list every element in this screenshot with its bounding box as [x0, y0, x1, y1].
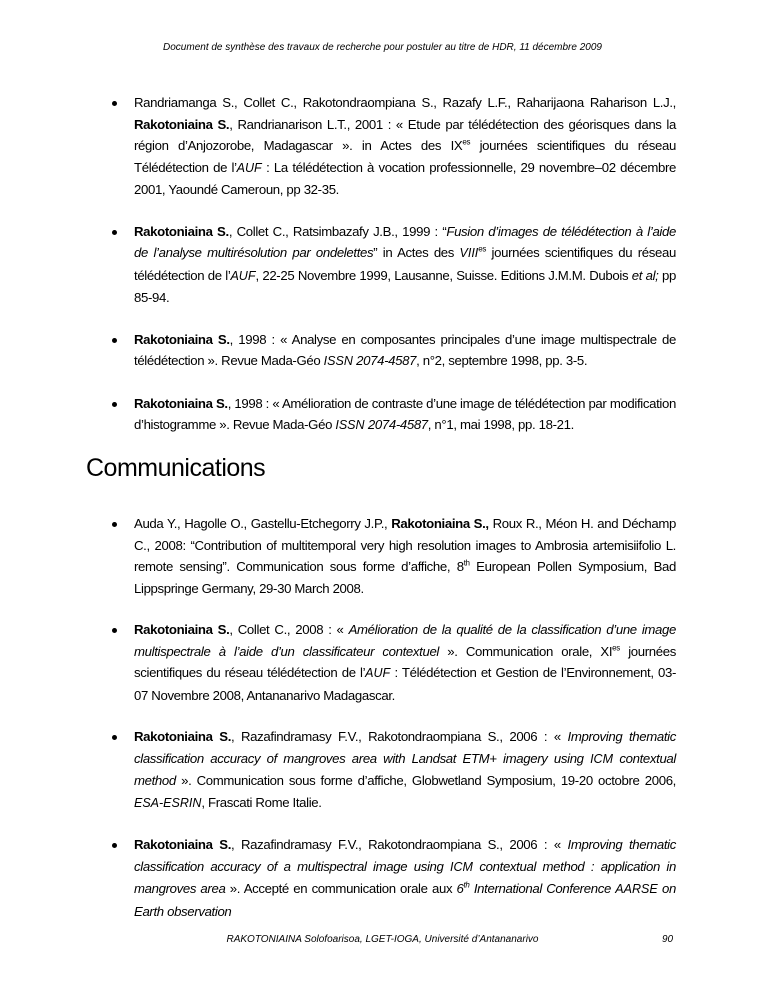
text-segment: ». Communication sous forme d’affiche, Globwetland Symposium, 19-20 octobre 2006,	[175, 773, 676, 788]
reference-text	[134, 396, 676, 433]
text-segment: es	[612, 643, 620, 653]
text-segment: Randriamanga S., Collet C., Rakotondraompiana S., Razafy L.F., Raharijaona Raharison L.J.,	[134, 95, 676, 110]
text-segment: , n°2, septembre 1998, pp. 3-5.	[416, 353, 588, 368]
text-segment: ». Accepté en communication orale aux	[225, 881, 457, 896]
list-item	[134, 726, 676, 814]
text-segment: , Frascati Rome Italie.	[201, 794, 322, 810]
text-segment: Auda Y., Hagolle O., Gastellu-Etchegorry J.P.,	[134, 516, 392, 531]
reference-text	[134, 332, 676, 369]
list-item	[134, 513, 676, 599]
page-number: 90	[662, 934, 674, 945]
text-segment: , n°1, mai 1998, pp. 18-21.	[427, 417, 574, 432]
text-segment: AARSE	[615, 882, 658, 896]
text-segment: et al;	[631, 267, 659, 283]
text-segment: , Razafindramasy F.V., Rakotondraompiana S., 2006 : «	[231, 729, 568, 744]
author-name: Rakotoniaina S.	[134, 837, 232, 852]
text-segment: contextual method	[134, 750, 676, 788]
text-segment: 6	[456, 881, 464, 896]
text-segment: Improving thematic classification accuracy of a multispectral image using	[134, 837, 676, 874]
text-segment: Fusion d’images de télédétection à l’aide de l’analyse multirésolution par ondelettes	[134, 223, 676, 260]
text-segment: pp 85-94.	[134, 267, 676, 305]
text-segment: ICM	[590, 751, 613, 766]
publication-list	[134, 92, 676, 457]
text-segment: 2074-4587	[364, 417, 428, 432]
list-item	[134, 329, 676, 373]
text-segment: Amélioration de la qualité de la classification d’une image multispectrale à l’aide d’un classificateur contextuel	[134, 622, 676, 659]
text-segment: es	[462, 137, 471, 147]
list-item	[134, 393, 676, 437]
reference-text	[134, 729, 676, 810]
text-segment: , Razafindramasy F.V., Rakotondraompiana S., 2006 : «	[231, 837, 568, 852]
author-name: Rakotoniaina S.	[134, 331, 230, 347]
text-segment: VIII	[459, 246, 479, 260]
bullet-icon	[112, 101, 117, 106]
reference-text	[134, 837, 676, 919]
bullet-icon	[112, 338, 117, 343]
list-item	[134, 834, 676, 922]
text-segment: es	[478, 244, 487, 254]
reference-text	[134, 95, 676, 197]
text-segment: on Earth observation	[134, 881, 676, 919]
bullet-icon	[112, 843, 117, 848]
text-segment: European Pollen Symposium, Bad Lippspringe Germany, 29-30 March 2008.	[134, 559, 676, 596]
list-item	[134, 92, 676, 201]
reference-text	[134, 622, 676, 703]
text-segment: journées scientifiques du réseau Télédétection de l’	[134, 138, 676, 175]
author-name: Rakotoniaina S.	[134, 729, 232, 744]
author-name: Rakotoniaina S.	[134, 622, 230, 637]
author-name: Rakotoniaina S.	[134, 116, 230, 132]
text-segment: : Télédétection et Gestion de l’Environnement, 03-07 Novembre 2008, Antananarivo Madagascar.	[134, 665, 676, 703]
author-name: Rakotoniaina S.	[134, 395, 228, 411]
page-header: Document de synthèse des travaux de recherche pour postuler au titre de HDR, 11 décembre 2009	[163, 42, 602, 53]
list-item	[134, 619, 676, 706]
text-segment: , 1998 : « Analyse en composantes principales d’une image multispectrale de télédétection ». Revue Mada-Géo	[134, 331, 676, 368]
list-item	[134, 221, 676, 309]
text-segment: , 1998 : « Amélioration de contraste d’une image de télédétection par modification d’histogramme ». Revue Mada-Géo	[134, 395, 676, 432]
text-segment: , Collet C., 2008 : «	[229, 622, 349, 637]
text-segment: , 22-25 Novembre 1999, Lausanne, Suisse. Editions J.M.M. Dubois	[255, 267, 632, 283]
text-segment: ICM	[450, 859, 473, 874]
text-segment: 2074-4587	[352, 353, 417, 368]
text-segment: : La télédétection à vocation professionnelle, 29 novembre–02 décembre 2001, Yaoundé Cameroun, pp 32-35.	[134, 159, 676, 197]
bullet-icon	[112, 735, 117, 740]
author-name: Rakotoniaina S.,	[391, 516, 489, 531]
bullet-icon	[112, 522, 117, 527]
author-name: Rakotoniaina S.	[134, 223, 229, 239]
text-segment: ». Communication orale, XI	[439, 643, 613, 659]
text-segment: , Randrianarison L.T., 2001 : « Etude par télédétection des géorisques dans la région d’Anjozorobe, Madagascar ». in Actes des IX	[134, 116, 676, 153]
text-segment: journées scientifiques du réseau télédétection de l’	[134, 245, 676, 283]
text-segment: AUF	[236, 160, 262, 175]
text-segment: Improving thematic classification accuracy of mangroves area with Landsat ETM+ imagery using	[134, 729, 676, 766]
bullet-icon	[112, 402, 117, 407]
text-segment: ISSN	[323, 354, 353, 368]
text-segment: AUF	[365, 666, 391, 680]
bullet-icon	[112, 628, 117, 633]
text-segment: journées scientifiques du réseau télédétection de l’	[134, 643, 676, 680]
communication-list	[134, 513, 676, 942]
reference-text	[134, 224, 676, 306]
reference-text	[134, 516, 676, 596]
text-segment: th	[463, 558, 470, 568]
text-segment: , Collet C., Ratsimbazafy J.B., 1999 : “	[228, 223, 447, 239]
text-segment: Roux R., Méon H. and Déchamp C., 2008: “Contribution of multitemporal very high resolution images to Ambrosia artemisiifolio L. remote sensing”. Communication sous forme d’affiche, 8	[134, 516, 677, 574]
text-segment: International Conference	[469, 881, 616, 896]
text-segment: contextual method : application in mangroves area	[134, 858, 676, 896]
footer-text: RAKOTONIAINA Solofoarisoa, LGET-IOGA, Université d’Antananarivo	[226, 934, 539, 945]
section-title: Communications	[86, 454, 266, 482]
text-segment: ISSN	[335, 418, 365, 432]
text-segment: th	[463, 880, 470, 890]
bullet-icon	[112, 230, 117, 235]
text-segment: AUF	[230, 268, 256, 283]
text-segment: ” in Actes des	[373, 245, 460, 260]
text-segment: ESA-ESRIN	[134, 795, 202, 810]
